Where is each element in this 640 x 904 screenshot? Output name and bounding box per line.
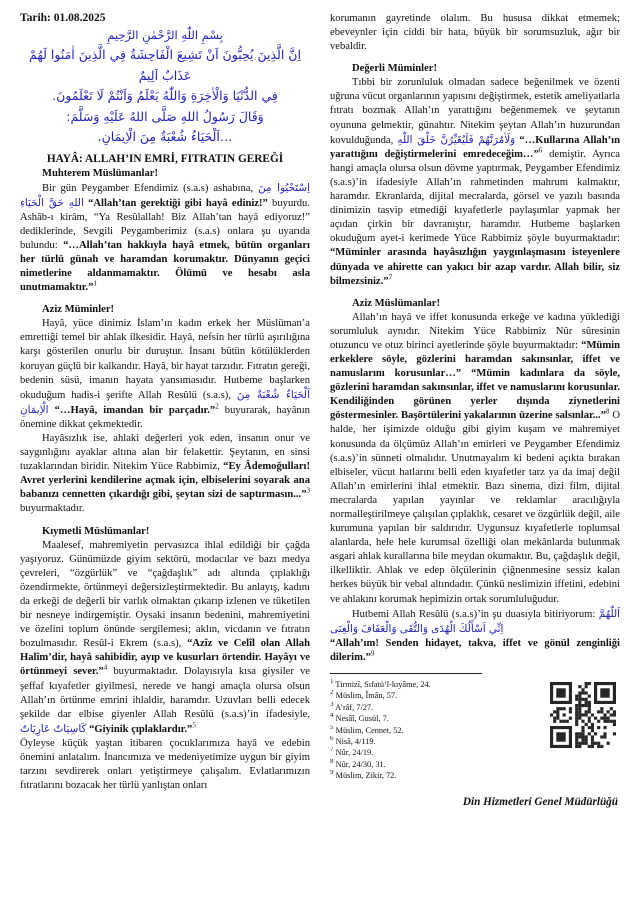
footnote-number: 2 xyxy=(330,690,334,697)
sermon-title: HAYÂ: ALLAH’IN EMRİ, FITRATIN GEREĞİ xyxy=(46,152,284,165)
signature: Din Hizmetleri Genel Müdürlüğü xyxy=(462,795,618,808)
paragraph xyxy=(20,317,310,432)
date-label: Tarih: 01.08.2025 xyxy=(20,12,106,24)
inline-arabic-text: كَاسِيَاتٌ عَارِيَاتٌ xyxy=(20,722,87,735)
footnote: $^3$ A’râf, 7/27. xyxy=(330,701,374,712)
left-column-body xyxy=(20,167,310,794)
text-segment: Hutbemi Allah Resûlü (s.a.s)’in şu duasıyla bitiriyorum: xyxy=(352,608,599,620)
arabic-verse-line: فِي الدُّنْيَا وَالْاٰخِرَةِ وَاللّٰهُ يَعْلَمُ وَاَنْتُمْ لَا تَعْلَمُونَ. xyxy=(52,88,278,103)
footnote-ref: 1 xyxy=(93,279,97,288)
footnote-row xyxy=(330,679,620,782)
left-column xyxy=(20,12,310,808)
inline-arabic-text: وَلَاٰمُرَنَّهُمْ فَلَيُغَيِّرُنَّ خَلْقَ اللّٰهِ xyxy=(397,133,516,146)
right-column-body xyxy=(330,12,620,665)
text-segment: korumanın gayretinde olalım. Bu hususa dikkat etmemek; ebeveynler için ciddi bir hata, büyük bir sorumsuzluk, ağır bir vebaldir. xyxy=(330,13,620,53)
quran-verse-block xyxy=(20,45,310,148)
text-segment: Kıymetli Müslümanlar! xyxy=(42,525,150,537)
paragraph xyxy=(330,607,620,637)
text-segment: “…Allah’tan hakkıyla hayâ etmek, bütün organları her türlü günah ve haramdan korumaktır. Dünyanın geçici nimetlerine aldanmamaktır. Ölümü ve hesabı asla unutmamaktır.” xyxy=(20,239,310,294)
footnote-ref: 4 xyxy=(103,663,108,672)
text-segment: Hayâsızlık ise, ahlaki değerleri yok eden, insanın onur ve saygınlığını ayaklar altına alan bir felakettir. Şeytanın, en sinsi tuzaklarından biridir. Nitekim Yüce Rabbimiz, xyxy=(20,433,310,473)
footnote-ref: 8 xyxy=(606,407,610,416)
footnote: $^7$ Nûr, 24/19. xyxy=(330,747,374,758)
text-segment: demiştir. Ayrıca hangi amaçla olursa olsun dövme yaptırmak, Peygamber Efendimiz (s.a.s)’in ifadesiyle Allah’ın rahmetinden mahrum kalmaktır, haramdır. Ekranlarda, dijital mecralarda, görsel ve yazılı basında dinimizin tasvip etmediği kıyafetlerle paylaşımlar yapmak her açıdan çirkin bir davranıştır, haramdır. Hutbeme başlarken okuduğum ayet-i kerimede Yüce Rabbimiz şöyle buyurmaktadır: xyxy=(330,148,620,245)
footnote-number: 1 xyxy=(330,679,334,686)
text-segment: “Müminler arasında hayâsızlığın yaygınlaşmasını isteyenlere dünyada ve ahirette can yakıcı bir azap vardır. Allah bilir, siz bilmezsiniz.” xyxy=(330,247,620,287)
text-segment: Öyleyse küçük yaştan itibaren çocuklarımıza hayâ ve edebin önemini anlatalım. İnancımıza ve medeniyetimize uygun bir giyim tarzını sevdirerek onları yetiştirmeye çalışalım. Evlatlarımızın fıtratlarını bozacak her türlü yanlıştan onları xyxy=(20,737,310,792)
paragraph xyxy=(330,311,620,607)
text-segment: Hayâ, yüce dinimiz İslam’ın kadın erkek her Müslüman’a emrettiği temel bir ahlak ilkesidir. Hayâ, nefsin her türlü aşırılığına karşı gösterilen onurlu bir duruştur. İnsanı bütün kötülüklerden koruyan güçlü bir kalkandır. Hayâ, bir hayat tarzıdır. Fıtratın gereği, bedenin süsü, imanın hayata yansımasıdır. Hutbeme başlarken okuduğum hadis-i şerifte Allah Resûlü (s.a.s), xyxy=(20,318,310,401)
footnote-list xyxy=(330,679,550,782)
section-heading xyxy=(20,525,310,539)
footnote: $^5$ Müslim, Cennet, 52. xyxy=(330,724,404,735)
footnote-ref: 5 xyxy=(192,721,196,730)
text-segment: “…Hayâ, imandan bir parçadır.” xyxy=(54,404,216,416)
paragraph xyxy=(20,181,310,296)
footnote-area xyxy=(330,673,620,808)
footnote: $^9$ Müslim, Zikir, 72. xyxy=(330,770,397,781)
text-segment: buyurmaktadır. Dolayısıyla kısa giysiler ve şeffaf kıyafetler giyilmesi, nerede ve hangi amaçla olursa olsun Allah’ın örtünme emrini ihlaldir, haramdır. Uzuvları belli edecek şekilde dar elbise giyenler Allah Resûlü (s.a.s)’in ifadesiyle, xyxy=(20,666,310,720)
footnote: $^4$ Nesâî, Gusül, 7. xyxy=(330,713,389,724)
text-segment: Aziz Müslümanlar! xyxy=(352,297,440,309)
paragraph xyxy=(330,637,620,665)
text-segment: “…Kullarına Allah’ın yarattığını değiştirmelerini emredeceğim…” xyxy=(330,134,620,160)
section-heading xyxy=(330,62,620,76)
paragraph xyxy=(20,432,310,517)
arabic-verse-line: اِنَّ الَّذِينَ يُحِبُّونَ اَنْ تَشِيعَ الْفَاحِشَةُ فِي الَّذِينَ اٰمَنُوا لَهُمْ عَذَابٌ اَلِيمٌ xyxy=(29,47,301,83)
text-segment: Tıbbi bir zorunluluk olmadan sadece beğenilmek ve özenti uğruna vücut organlarının yapısını değiştirmek, estetik ameliyatlarla fıtratı bozmak Allah’ın yarattığını beğenmemek ve şeytanın oyununa gelmektir, günahtır. Nitekim şeytan Allah’ın huzurundan kovulduğunda, xyxy=(330,77,620,146)
footnote-number: 8 xyxy=(330,758,334,766)
text-segment: buyurarak, hayânın önemine dikkat çekmektedir. xyxy=(20,404,310,430)
paragraph xyxy=(20,539,310,737)
footnote-ref: 7 xyxy=(388,273,393,282)
right-column xyxy=(330,12,620,808)
paragraph xyxy=(330,76,620,288)
arabic-verse-line: …اَلْحَيَاءُ شُعْبَةٌ مِنَ الْاِيمَانِ. xyxy=(97,129,233,144)
text-segment: Muhterem Müslümanlar! xyxy=(42,167,159,179)
text-segment: “Azîz ve Celîl olan Allah Halîm’dir, hayâ sahibidir, ayıp ve kusurları örtendir. Hayâyı ve örtünmeyi sever.” xyxy=(20,638,310,678)
text-segment: “Allah’tan gerektiği gibi hayâ ediniz!” xyxy=(88,197,268,209)
footnote-ref: 3 xyxy=(306,486,310,495)
inline-arabic-text: اَللّٰهُمَّ اِنِّي اَسْأَلُكَ الْهُدَى وَالتُّقَى وَالْعَفَافَ وَالْغِنَى xyxy=(330,607,620,635)
footnote-number: 7 xyxy=(330,747,334,754)
footnote-number: 9 xyxy=(330,770,334,777)
bismillah-calligraphy: بِسْمِ اللّٰهِ الرَّحْمٰنِ الرَّحِيمِ xyxy=(107,28,223,42)
text-segment: “Mümin erkeklere söyle, gözlerini haramdan sakınsınlar, iffet ve namuslarını korusunlar…” “Mümin kadınlara da söyle, gözlerini haramdan sakınsınlar, iffet ve namuslarını korusunlar. Kendiliğinden görünen yerler dışında ziynetlerini göstermesinler. Başörtülerini yakalarının üzerine salsınlar...” xyxy=(330,339,620,422)
footnote: $^1$ Tirmizî, Sıfatü’l-kıyâme, 24. xyxy=(330,679,431,690)
text-segment: “Allah’ım! Senden hidayet, takva, iffet ve gönül zenginliği dilerim.” xyxy=(330,637,620,663)
footnote-number: 3 xyxy=(330,701,334,709)
footnote: $^2$ Müslim, Îmân, 57. xyxy=(330,690,398,701)
text-segment: Bir gün Peygamber Efendimiz (s.a.s) ashabına, xyxy=(42,182,259,194)
footnote-ref: 9 xyxy=(370,649,375,658)
footnote-ref: 2 xyxy=(215,402,219,411)
footnote-number: 5 xyxy=(330,724,334,731)
section-heading xyxy=(20,303,310,317)
text-segment: O halde, her işimizde olduğu gibi giyim kuşam ve mahremiyet konusunda da ölçümüz Allah’ın emirleri ve Peygamber Efendimiz (s.a.s)’in sünneti olmalıdır. Unutmayalım ki bedeni açıkta bırakan elbiseler, vücut hatlarını belli eden kıyafetler tarz ya da imaj değil Allah’ın emirlerini ihlal etmektir. Bazı sinema, dizi film, dijital mecralarda yapılan yayınlar ve reklamlar aracılığıyla normalleştirilmeye çalışılan çıplaklık, cesaret ve özgürlük değil, aile kurumuna yapılan bir saldırıdır. Uygunsuz kıyafetlerle toplumsal alanlarda, hele hele kurumsal özelliği olan mekânlarda bulunmak asgari ahlak kurallarına bile meydan okumaktır. Bu, çağdaşlık değil, ilkelliktir. Ahlak ve edep ölçülerinin çiğnenmesine sessiz kalan herkes büyük bir vebal altındadır. Çünkü neslimizin iffetini, edebini ve ahlakını korumak hepimizin ortak sorumluluğudur. xyxy=(330,410,620,605)
text-segment: Değerli Müminler! xyxy=(352,63,438,75)
footnote: $^6$ Nisâ, 4/119. xyxy=(330,736,376,747)
text-segment: Allah’ın hayâ ve iffet konusunda erkeğe ve kadına yüklediği sorumluluk aynıdır. Nitekim Yüce Rabbimiz Nûr sûresinin otuzuncu ve otuz birinci ayetlerinde şöyle buyurmaktadır: xyxy=(330,311,620,351)
qr-code xyxy=(550,682,616,748)
text-segment: Aziz Müminler! xyxy=(42,304,115,316)
footnote-separator xyxy=(330,673,482,674)
section-heading xyxy=(330,297,620,311)
inline-arabic-text: اَلْحَيَاءُ شُعْبَةٌ مِنَ الْاِيمَانِ xyxy=(20,388,310,416)
footnote-number: 4 xyxy=(330,713,334,720)
text-segment: buyurdu. Ashâb-ı kirâm, “Ya Resûlallah! Biz Allah’tan hayâ ediyoruz!” dediklerinde, Sevgili Peygamberimiz (s.a.s) onlara şu uyarıda bulundu: xyxy=(20,197,311,251)
text-segment: Maalesef, mahremiyetin pervasızca ihlal edildiği bir çağda yaşıyoruz. Günümüzde giyim sektörü, modacılar ve bazı medya çevreleri, “özgürlük” ve “çağdaşlık” adı altında çıplaklığı özendirmekte, örtünmeyi değersizleştirmektedir. Bu anlayış, kadını da erkeği de değerli bir varlık olmaktan çıkarıp izlenen ve tüketilen bir nesneye indirgemiştir. Oysaki insanın bedenini, mahremiyetini ve özelini toplum önünde sergilemesi; aklın, vicdanın ve fıtratın bozulmasıdır. Resûl-i Ekrem (s.a.s), xyxy=(20,539,310,650)
section-heading xyxy=(20,167,310,181)
text-segment: “Ey Âdemoğulları! Avret yerlerini kendilerine açmak için, elbiselerini soyarak ana babanızı cennetten çıkardığı gibi, şeytan sizi de saptırmasın...” xyxy=(20,461,310,501)
paragraph xyxy=(20,737,310,793)
text-segment: buyurmaktadır. xyxy=(20,503,85,515)
inline-arabic-text: اِسْتَحْيُوا مِنَ اللهِ حَقَّ الْحَيَاءِ xyxy=(20,181,311,209)
arabic-verse-line: وَقَالَ رَسُولُ اللهِ صَلَّى اللهُ عَلَيْهِ وَسَلَّمَ: xyxy=(66,108,264,124)
two-column-layout xyxy=(20,12,620,808)
text-segment: “Giyinik çıplaklardır.” xyxy=(89,723,193,735)
paragraph xyxy=(330,12,620,54)
footnote-ref: 6 xyxy=(538,146,543,155)
footnote-number: 6 xyxy=(330,736,334,743)
footnote: $^8$ Nûr, 24/30, 31. xyxy=(330,758,386,769)
